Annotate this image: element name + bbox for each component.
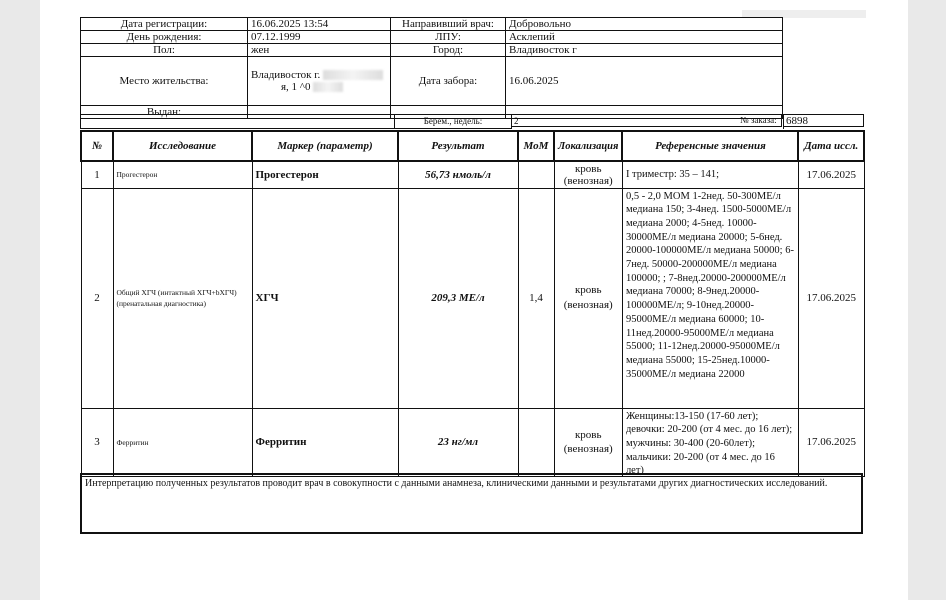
sex-value: жен <box>248 44 391 57</box>
redacted-blur <box>323 70 383 80</box>
results-table <box>80 130 865 477</box>
table-row <box>81 161 864 188</box>
collect-value: 16.06.2025 <box>506 57 783 106</box>
address-line1: Владивосток г. <box>251 69 321 81</box>
address-value <box>248 57 391 106</box>
city-value: Владивосток г <box>506 44 783 57</box>
row-ref <box>622 188 798 408</box>
col-loc: Локализация <box>554 131 622 161</box>
ref-text: 0,5 - 2,0 МОМ 1-2нед. 50-300МЕ/л медиана 150; 3-4нед. 1500-5000МЕ/л медиана 2000; 4-5нед. 10000-30000МЕ/л медиана 20000; 5-6нед. 20000-100000МЕ/л медиана 50000; 6-7нед. 50000-200000МЕ/л медиана 100000; ; 7-8нед.20000-200000МЕ/л медиана 70000; 8-9нед.20000-100000МЕ/л; 9-10нед.20000-95000МЕ/л медиана 60000; 10-11нед.20000-95000МЕ/л медиана 55000; 11-12нед.20000-95000МЕ/л медиана 55000; 15-25нед.10000-35000МЕ/л медиана 22000 <box>625 190 794 380</box>
sex-label: Пол: <box>81 44 248 57</box>
order-value: 6898 <box>783 114 864 127</box>
col-mom: МоМ <box>518 131 554 161</box>
row-loc: кровь (венозная) <box>554 188 622 408</box>
col-num: № <box>81 131 113 161</box>
col-date: Дата иссл. <box>798 131 864 161</box>
row-loc: кровь (венозная) <box>554 408 622 476</box>
row-marker: Ферритин <box>252 408 398 476</box>
col-study: Исследование <box>113 131 252 161</box>
col-ref: Референсные значения <box>622 131 798 161</box>
row-num: 3 <box>81 408 113 476</box>
row-marker: Прогестерон <box>252 161 398 188</box>
interpretation-note: Интерпретацию полученных результатов проводит врач в совокупности с данными анамнеза, клиническими данными и результатами других диагностических исследований. <box>80 473 863 534</box>
row-marker: ХГЧ <box>252 188 398 408</box>
table-row <box>81 408 864 476</box>
lpu-label: ЛПУ: <box>391 31 506 44</box>
row-ref <box>622 408 798 476</box>
reg-date-label: Дата регистрации: <box>81 18 248 31</box>
birth-value: 07.12.1999 <box>248 31 391 44</box>
row-ref: I триместр: 35 – 141; <box>622 161 798 188</box>
row-date: 17.06.2025 <box>798 161 864 188</box>
doctor-label: Направивший врач: <box>391 18 506 31</box>
issued-label: Выдан: <box>81 106 248 119</box>
redacted-blur <box>313 82 343 92</box>
address-label: Место жительства: <box>81 57 248 106</box>
birth-label: День рождения: <box>81 31 248 44</box>
row-result: 209,3 МЕ/л <box>398 188 518 408</box>
preg-value: 2 <box>511 114 782 127</box>
row-result: 23 нг/мл <box>398 408 518 476</box>
row-study: Общий ХГЧ (интактный ХГЧ+bХГЧ) (пренатальная диагностика) <box>113 188 252 408</box>
row-mom <box>518 408 554 476</box>
order-empty-box <box>80 114 395 129</box>
ref-text: Женщины:13-150 (17-60 лет); девочки: 20-200 (от 4 мес. до 16 лет); мужчины: 30-400 (20-60лет); мальчики: 20-200 (от 4 мес. до 16 лет) <box>625 410 793 476</box>
col-result: Результат <box>398 131 518 161</box>
lpu-value: Асклепий <box>506 31 783 44</box>
row-study: Прогестерон <box>113 161 252 188</box>
preg-label: Берем., недель: <box>394 114 512 129</box>
row-date: 17.06.2025 <box>798 408 864 476</box>
row-num: 1 <box>81 161 113 188</box>
reg-date-value: 16.06.2025 13:54 <box>248 18 391 31</box>
row-mom: 1,4 <box>518 188 554 408</box>
row-result: 56,73 нмоль/л <box>398 161 518 188</box>
table-row <box>81 188 864 408</box>
city-label: Город: <box>391 44 506 57</box>
row-loc: кровь (венозная) <box>554 161 622 188</box>
address-line2: я, 1 ^0 <box>281 81 311 93</box>
order-row <box>80 114 865 129</box>
row-mom <box>518 161 554 188</box>
order-label: № заказа: <box>740 115 777 125</box>
row-study: Ферритин <box>113 408 252 476</box>
doctor-value: Добровольно <box>506 18 783 31</box>
col-marker: Маркер (параметр) <box>252 131 398 161</box>
row-num: 2 <box>81 188 113 408</box>
row-date: 17.06.2025 <box>798 188 864 408</box>
patient-header-table <box>80 17 783 119</box>
collect-label: Дата забора: <box>391 57 506 106</box>
